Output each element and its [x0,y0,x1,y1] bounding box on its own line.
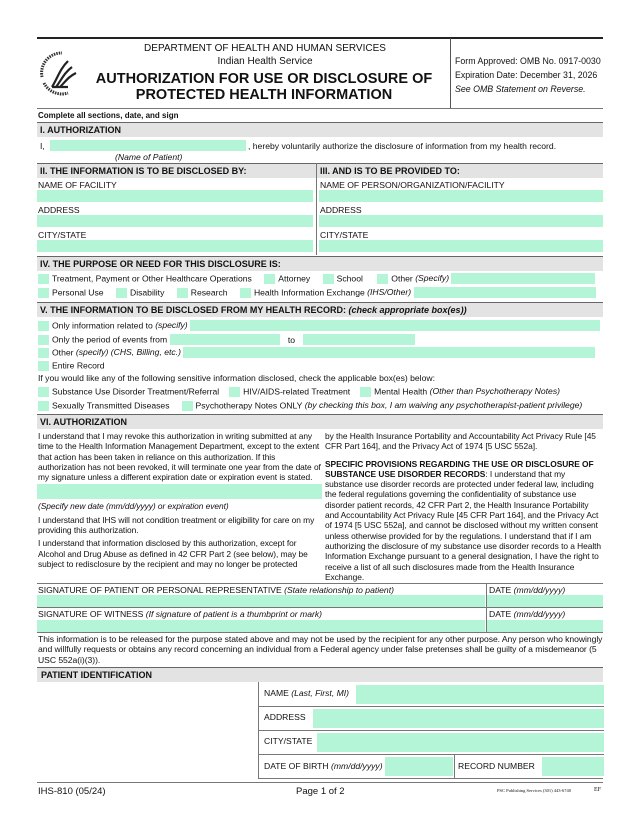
service-name: Indian Health Service [217,56,313,67]
opt-hint: (specify) [155,320,188,330]
pid-name-input[interactable] [356,685,604,704]
opt-label: Only the period of events from [52,334,168,345]
patient-id-header: PATIENT IDENTIFICATION [37,667,603,682]
omb-info [455,54,601,96]
other-row [38,346,595,359]
patient-id-box [258,682,603,779]
checkbox-hiv[interactable] [229,387,240,397]
section-2-3-header [37,163,603,178]
period-from-input[interactable] [170,334,280,345]
opt-label: Sexually Transmitted Diseases [52,400,170,411]
pid-record-input[interactable] [542,757,604,776]
expiration-date: Expiration Date: December 31, 2026 [455,70,598,80]
title-line-1: AUTHORIZATION FOR USE OR DISCLOSURE OF [95,71,433,87]
privacy-paragraph: by the Health Insurance Portability and Accountability Act Privacy Rule [45 CFR Part 164], and the Privacy Act of 1974 [5 USC 552a]. [325,431,596,452]
pid-city-input[interactable] [317,733,604,752]
patient-date-label: DATE (mm/dd/yyyy) [489,585,566,595]
omb-number: Form Approved: OMB No. 0917-0030 [455,56,601,66]
patient-name-input[interactable] [50,140,246,151]
divider [37,108,603,109]
agency-name: DEPARTMENT OF HEALTH AND HUMAN SERVICES [144,43,386,54]
opt-label: Mental Health [374,386,428,397]
witness-date-input[interactable] [487,620,603,632]
opt-label: Other [391,273,413,284]
opt-label: Health Information Exchange [253,287,365,298]
checkbox-other[interactable] [377,274,388,284]
period-row [38,333,415,346]
checkbox-hie[interactable] [240,288,251,298]
omb-note: See OMB Statement on Reverse. [455,84,586,94]
opt-label: Entire Record [52,360,105,371]
opt-hint: (IHS/Other) [367,287,412,297]
sud-provisions [325,459,604,583]
name-caption: (Name of Patient) [115,152,183,162]
revoke-paragraph: I understand that I may revoke this authorization in writing submitted at any time to the Health Information Management Department, except to the extent that action has been taken in reliance on this authorization. If this authorization has not been revoked, it will terminate one year from the date of my signature unless a different expiration date or expiration event is stated. [38,431,321,483]
section-5-title: V. THE INFORMATION TO BE DISCLOSED FROM MY HEALTH RECORD: [40,305,347,315]
form-number: IHS-810 (05/24) [38,786,106,797]
section-3-title: III. AND IS TO BE PROVIDED TO: [320,166,460,176]
checkbox-entire-record[interactable] [38,361,49,371]
checkbox-disability[interactable] [116,288,127,298]
divider [37,607,603,608]
recipient-city-label: CITY/STATE [320,230,369,240]
purpose-row-2 [38,286,596,299]
checkbox-personal-use[interactable] [38,288,49,298]
recipient-label: NAME OF PERSON/ORGANIZATION/FACILITY [320,180,505,190]
purpose-row-1 [38,272,595,285]
form-code: EF [594,787,602,793]
facility-input[interactable] [37,190,313,202]
section-5-header [37,302,603,317]
entire-row [38,359,105,372]
form-title [86,71,442,103]
header-divider [450,38,451,108]
divider [316,163,317,255]
pid-address-label: ADDRESS [264,712,306,722]
opt-label: School [336,273,363,284]
opt-hint: (by checking this box, I am waiving any psychotherapist-patient privilege) [304,400,583,410]
s1-prefix: I, [40,141,45,151]
sud-text: : I understand that my substance use disorder records are protected under federal law, including the federal regulations governing the confidentiality of substance use disorder patient records, 42 CFR Part 2, the Health Insurance Portability and Accountability Act Privacy Rule [45 CFR Part 164], and the Privacy Act of 1974 [5 USC 552a], and cannot be disclosed without my written consent unless otherwise provided for by the regulations. I understand that if I am authorizing the disclosure of my substance use disorder records to a Health Information Exchange pursuant to a general designation, I have the right to receive a list of all such disclosures made from the Health Insurance Exchange. [325,468,602,582]
disclosure-statement: This information is to be released for the purpose stated above and may not be used by the recipient for any other purpose. Any person who knowingly and willfully requests or obtains any record concerning an individual from a Federal agency under false pretenses shall be guilty of a misdemeanor (5 USC 552a(i)(3)). [38,634,603,665]
pid-address-input[interactable] [313,709,604,728]
pid-dob-label: DATE OF BIRTH (mm/dd/yyyy) [264,761,383,771]
redisclosure-paragraph: I understand that information disclosed by this authorization, except for Alcohol and Drug Abuse as defined in 42 CFR Part 2 (see below), may be subject to redisclosure by the recipient and may no longer be protected [38,538,308,569]
expiration-input[interactable] [37,484,322,499]
recipient-address-input[interactable] [319,215,603,227]
witness-date-label: DATE (mm/dd/yyyy) [489,609,566,619]
condition-paragraph: I understand that IHS will not condition treatment or eligibility for care on my providing this authorization. [38,514,315,536]
opt-label: Substance Use Disorder Treatment/Referral [52,386,220,397]
checkbox-std[interactable] [38,401,49,411]
opt-label: Only information related to [52,320,153,331]
other-info-input[interactable] [183,347,595,358]
hie-input[interactable] [414,287,596,298]
witness-signature-label: SIGNATURE OF WITNESS (If signature of patient is a thumbprint or mark) [38,609,322,619]
opt-hint: (specify) (CHS, Billing, etc.) [75,347,181,357]
other-purpose-input[interactable] [451,273,595,284]
opt-label: HIV/AIDS-related Treatment [243,386,351,397]
city-label: CITY/STATE [38,230,87,240]
divider [37,782,603,783]
opt-hint: (Specify) [415,273,450,283]
opt-label: Research [190,287,228,298]
patient-signature-label: SIGNATURE OF PATIENT OR PERSONAL REPRESENTATIVE (State relationship to patient) [38,585,394,595]
checkbox-mental-health[interactable] [360,387,371,397]
divider [37,632,603,633]
facility-label: NAME OF FACILITY [38,180,117,190]
checkbox-other-info[interactable] [38,348,49,358]
section-4-header: IV. THE PURPOSE OR NEED FOR THIS DISCLOSURE IS: [37,256,603,271]
title-line-2: PROTECTED HEALTH INFORMATION [135,87,393,103]
recipient-address-label: ADDRESS [320,205,362,215]
checkbox-treatment[interactable] [38,274,49,284]
patient-date-input[interactable] [487,595,603,607]
publisher: PSC Publishing Services (301) 443-6740 [497,788,572,793]
checkbox-attorney[interactable] [264,274,275,284]
recipient-city-input[interactable] [319,240,603,252]
to-label: to [287,334,296,345]
only-related-row [38,319,600,332]
opt-label: Other [52,347,74,358]
checkbox-research[interactable] [177,288,188,298]
sensitive-row-2 [38,399,582,412]
opt-label: Personal Use [52,287,104,298]
section-5-hint: (check appropriate box(es)) [348,305,467,315]
section-6-header: VI. AUTHORIZATION [37,414,603,429]
opt-hint: (Other than Psychotherapy Notes) [429,386,560,396]
s1-text: , hereby voluntarily authorize the disclosure of information from my health record. [248,141,557,151]
sud-heading: SPECIFIC PROVISIONS REGARDING THE USE OR DISCLOSURE OF SUBSTANCE USE DISORDER RECORDS [325,458,594,479]
opt-label: Attorney [278,273,311,284]
only-related-input[interactable] [190,320,600,331]
opt-label: Disability [129,287,165,298]
period-to-input[interactable] [303,334,415,345]
city-input[interactable] [37,240,313,252]
checkbox-only-related[interactable] [38,321,49,331]
patient-signature-input[interactable] [37,595,485,607]
checkbox-school[interactable] [323,274,334,284]
pid-dob-input[interactable] [385,757,453,776]
page-number: Page 1 of 2 [296,786,345,797]
address-label: ADDRESS [38,205,80,215]
sensitive-instructions: If you would like any of the following sensitive information disclosed, check the applicable box(es) below: [38,373,435,383]
pid-record-label: RECORD NUMBER [458,761,535,771]
opt-label: Treatment, Payment or Other Healthcare Operations [52,273,252,284]
checkbox-period[interactable] [38,335,49,345]
hhs-seal [38,47,82,97]
pid-name-label: NAME (Last, First, MI) [264,688,350,698]
checkbox-sud[interactable] [38,387,49,397]
section-6-left-column [38,431,322,569]
header-top-rule [37,37,603,39]
pid-city-label: CITY/STATE [264,736,313,746]
instructions: Complete all sections, date, and sign [38,111,179,120]
address-input[interactable] [37,215,313,227]
expiration-caption: (Specify new date (mm/dd/yyyy) or expiration event) [38,501,229,512]
section-1-header: I. AUTHORIZATION [37,122,603,137]
sensitive-row-1 [38,385,560,398]
opt-label: Psychotherapy Notes ONLY [195,400,303,411]
section-6-right-column [325,431,604,582]
checkbox-psychotherapy[interactable] [182,401,193,411]
witness-signature-input[interactable] [37,620,485,632]
section-2-title: II. THE INFORMATION IS TO BE DISCLOSED BY: [40,166,247,176]
divider [37,583,603,584]
recipient-input[interactable] [319,190,603,202]
